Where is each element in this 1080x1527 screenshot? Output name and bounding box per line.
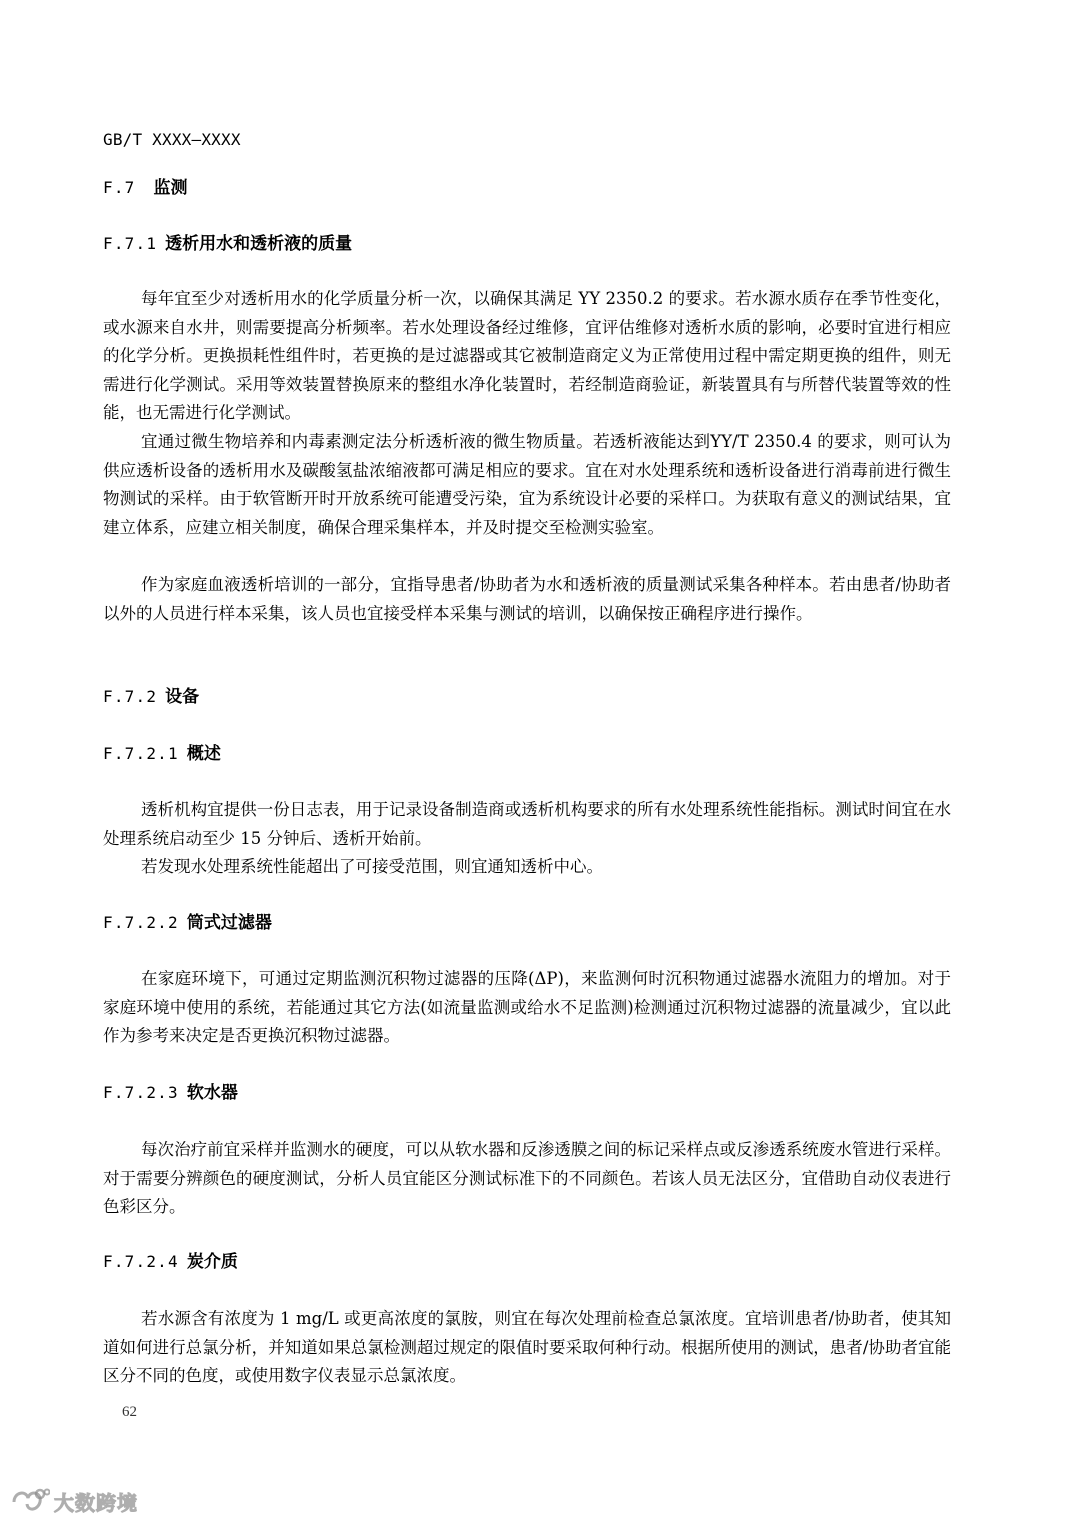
section-title: 设备 <box>165 687 200 707</box>
section-number: F.7.2.2 <box>103 913 179 932</box>
paragraph-chemical-analysis: 每年宜至少对透析用水的化学质量分析一次，以确保其满足 YY 2350.2 的要求。若水源水质存在季节性变化，或水源来自水井，则需要提高分析频率。若水处理设备经过维修，宜评估维修对透析水质的影响，必要时宜进行相应的化学分析。更换损耗性组件时，若更换的是过滤器或其它被制造商定义为正常使用过程中需定期更换的组件，则无需进行化学测试。采用等效装置替换原来的整组水净化装置时，若经制造商验证，新装置具有与所替代装置等效的性能，也无需进行化学测试。 <box>103 289 951 422</box>
page-number: 62 <box>122 1404 137 1420</box>
section-title: 筒式过滤器 <box>186 913 272 933</box>
section-heading-f7-2 <box>103 686 199 708</box>
section-number: F.7 <box>103 178 136 197</box>
section-heading-f7-2-3 <box>103 1082 238 1104</box>
section-title: 透析用水和透析液的质量 <box>165 234 353 254</box>
section-title: 监测 <box>153 178 188 198</box>
section-number: F.7.2.1 <box>103 744 179 763</box>
section-heading-f7-2-2 <box>103 912 272 934</box>
section-title: 概述 <box>186 744 221 764</box>
section-number: F.7.2 <box>103 687 158 706</box>
watermark-text: 大数跨境 <box>54 1490 138 1515</box>
section-title: 炭介质 <box>186 1252 238 1272</box>
section-title: 软水器 <box>186 1083 238 1103</box>
logo-icon <box>10 1486 50 1516</box>
watermark <box>10 1486 138 1516</box>
paragraph-carbon-media: 若水源含有浓度为 1 mg/L 或更高浓度的氯胺，则宜在每次处理前检查总氯浓度。宜培训患者/协助者，使其知道如何进行总氯分析，并知道如果总氯检测超过规定的限值时要采取何种行动。根据所使用的测试，患者/协助者宜能区分不同的色度，或使用数字仪表显示总氯浓度。 <box>103 1309 951 1385</box>
section-heading-f7-2-1 <box>103 743 221 765</box>
paragraph-notify-center: 若发现水处理系统性能超出了可接受范围，则宜通知透析中心。 <box>141 857 603 876</box>
paragraph-water-softener: 每次治疗前宜采样并监测水的硬度，可以从软水器和反渗透膜之间的标记采样点或反渗透系统废水管进行采样。对于需要分辨颜色的硬度测试，分析人员宜能区分测试标准下的不同颜色。若该人员无法区分，宜借助自动仪表进行色彩区分。 <box>103 1140 951 1216</box>
section-heading-f7 <box>103 177 188 199</box>
paragraph-patient-training: 作为家庭血液透析培训的一部分，宜指导患者/协助者为水和透析液的质量测试采集各种样本。若由患者/协助者以外的人员进行样本采集，该人员也宜接受样本采集与测试的培训，以确保按正确程序进行操作。 <box>103 575 951 623</box>
section-number: F.7.2.3 <box>103 1083 179 1102</box>
section-number: F.7.1 <box>103 234 158 253</box>
section-heading-f7-1 <box>103 233 352 255</box>
document-code: GB/T XXXX—XXXX <box>103 130 241 149</box>
section-number: F.7.2.4 <box>103 1252 179 1271</box>
section-heading-f7-2-4 <box>103 1251 238 1273</box>
paragraph-microbial-quality: 宜通过微生物培养和内毒素测定法分析透析液的微生物质量。若透析液能达到YY/T 2350.4 的要求，则可认为供应透析设备的透析用水及碳酸氢盐浓缩液都可满足相应的要求。宜在对水处理系统和透析设备进行消毒前进行微生物测试的采样。由于软管断开时开放系统可能遭受污染，宜为系统设计必要的采样口。为获取有意义的测试结果，宜建立体系，应建立相关制度，确保合理采集样本，并及时提交至检测实验室。 <box>103 432 951 537</box>
paragraph-log-sheet: 透析机构宜提供一份日志表，用于记录设备制造商或透析机构要求的所有水处理系统性能指标。测试时间宜在水处理系统启动至少 15 分钟后、透析开始前。 <box>103 800 951 848</box>
paragraph-cartridge-filter: 在家庭环境下，可通过定期监测沉积物过滤器的压降(ΔP)，来监测何时沉积物通过滤器水流阻力的增加。对于家庭环境中使用的系统，若能通过其它方法(如流量监测或给水不足监测)检测通过沉积物过滤器的流量减少，宜以此作为参考来决定是否更换沉积物过滤器。 <box>103 969 951 1045</box>
